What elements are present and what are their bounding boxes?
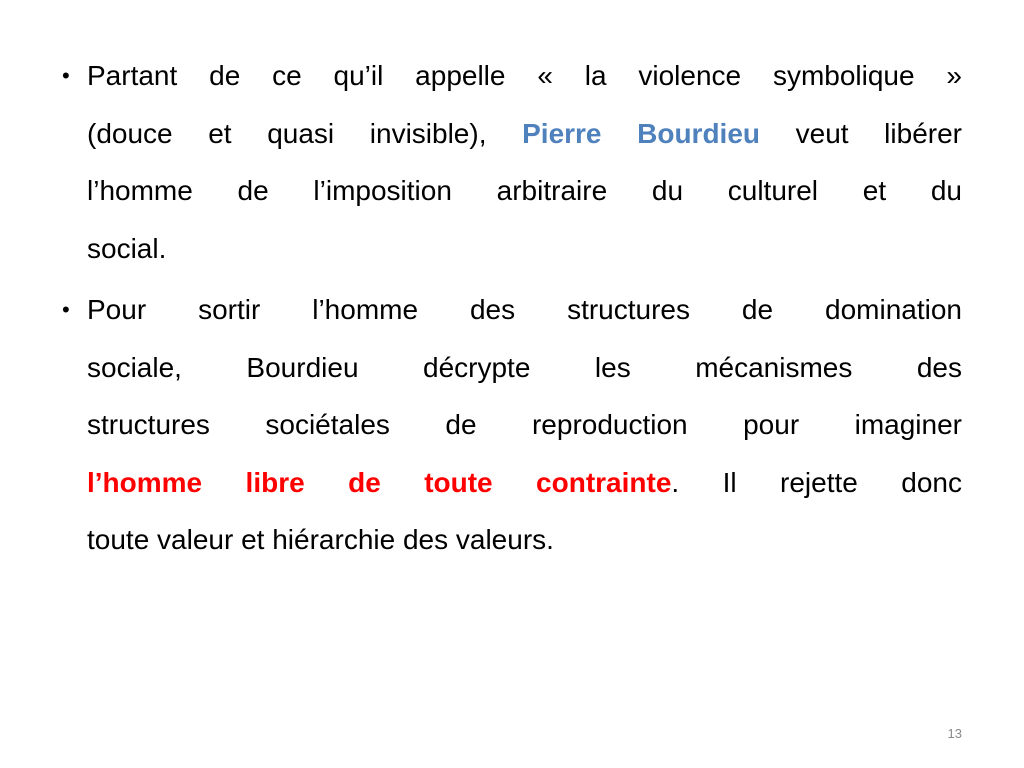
bullet-marker: • [62,63,70,88]
text-line [87,47,962,105]
bullet-item-1 [62,47,962,277]
highlighted-phrase: l’homme libre de toute contrainte [87,466,672,498]
bullet-2-text: structures sociétales de reproduction pour imaginer [87,409,962,440]
bullet-1-text: social. [87,232,167,264]
text-line [87,396,962,454]
text-line [87,511,962,569]
highlighted-name: Pierre Bourdieu [522,117,761,149]
text-line [87,105,962,163]
bullet-item-2 [62,281,962,569]
bullet-1-text: l’homme de l’imposition arbitraire du culturel et du [87,175,962,206]
text-line [87,339,962,397]
text-line [87,220,962,278]
bullet-1-text: (douce et quasi invisible), [87,117,523,149]
page-number: 13 [947,726,962,741]
bullet-2-text: sociale, Bourdieu décrypte les mécanismes des [87,351,962,383]
bullet-1-text: veut libérer [760,117,962,149]
bullet-marker: • [62,297,70,322]
slide-body [62,47,962,569]
text-line [87,162,962,220]
text-line [87,281,962,339]
bullet-2-text: toute valeur et hiérarchie des valeurs. [87,524,554,555]
bullet-2-text: . Il rejette donc [671,466,962,498]
bullet-2-text: Pour sortir l’homme des structures de domination [87,294,962,325]
bullet-1-text: Partant de ce qu’il appelle « la violence symbolique » [87,60,962,91]
text-line [87,454,962,512]
